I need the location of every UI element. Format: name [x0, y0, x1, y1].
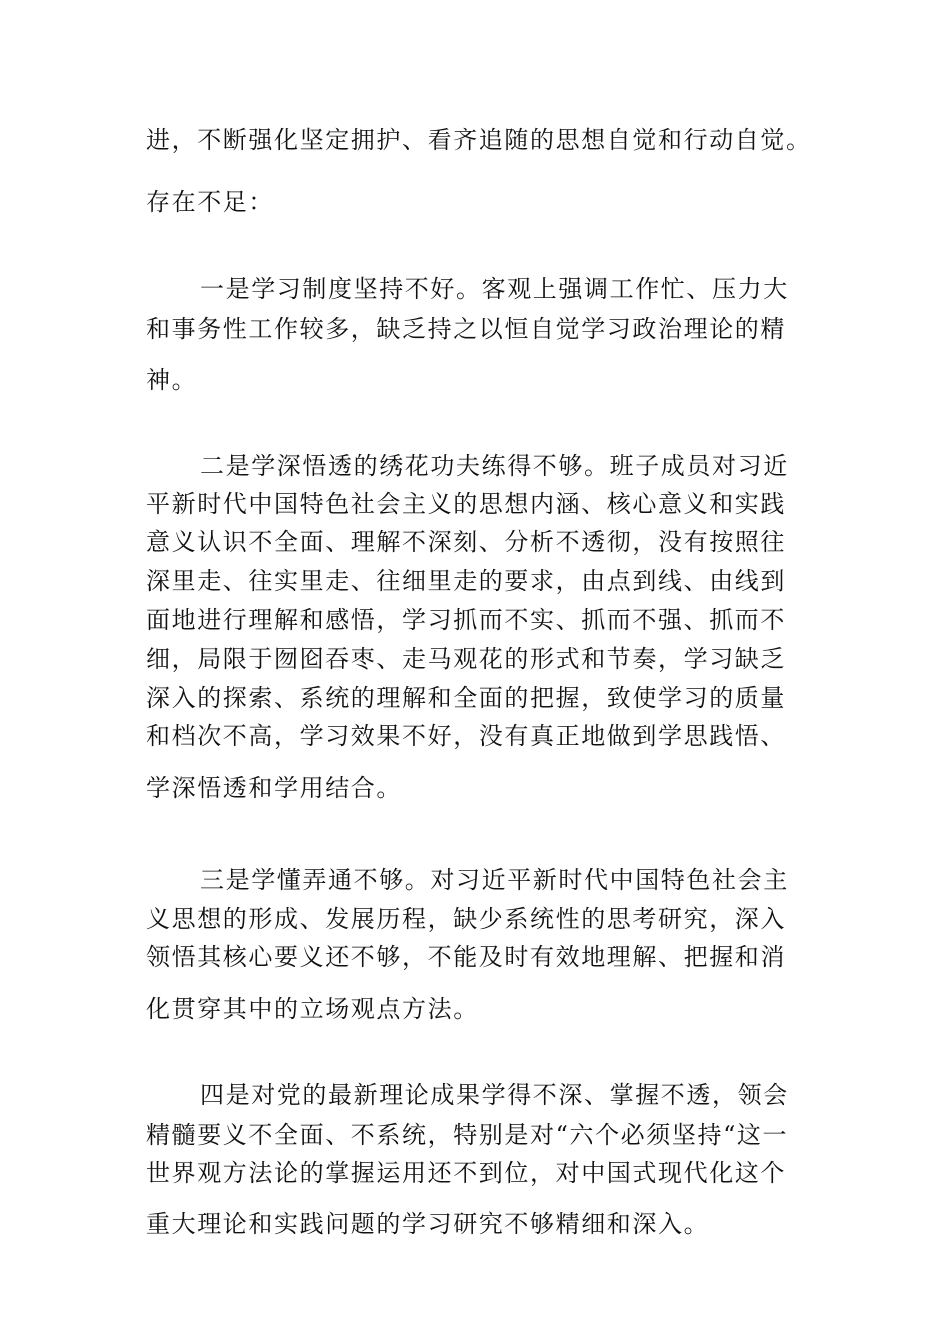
paragraph-4-line-1: 四是对党的最新理论成果学得不深、掌握不透，领会: [200, 1081, 789, 1109]
paragraph-4-line-3: 世界观方法论的掌握运用还不到位，对中国式现代化这个: [146, 1159, 786, 1187]
paragraph-1-line-2: 和事务性工作较多，缺乏持之以恒自觉学习政治理论的精: [146, 315, 786, 343]
paragraph-2-line-5: 面地进行理解和感悟，学习抓而不实、抓而不强、抓而不: [146, 606, 786, 634]
paragraph-3-line-1: 三是学懂弄通不够。对习近平新时代中国特色社会主: [200, 866, 789, 894]
paragraph-2-line-1: 二是学深悟透的绣花功夫练得不够。班子成员对习近: [200, 452, 789, 480]
paragraph-3-line-4: 化贯穿其中的立场观点方法。: [146, 995, 479, 1023]
paragraph-1-line-1: 一是学习制度坚持不好。客观上强调工作忙、压力大: [200, 275, 789, 303]
paragraph-2-line-2: 平新时代中国特色社会主义的思想内涵、核心意义和实践: [146, 490, 786, 518]
paragraph-2-line-4: 深里走、往实里走、往细里走的要求，由点到线、由线到: [146, 567, 786, 595]
paragraph-3-line-3: 领悟其核心要义还不够，不能及时有效地理解、把握和消: [146, 943, 786, 971]
paragraph-2-line-7: 深入的探索、系统的理解和全面的把握，致使学习的质量: [146, 684, 786, 712]
paragraph-2-line-9: 学深悟透和学用结合。: [146, 774, 402, 802]
paragraph-4-line-4: 重大理论和实践问题的学习研究不够精细和深入。: [146, 1210, 710, 1238]
section-label: 存在不足：: [146, 188, 274, 216]
paragraph-4-line-2: 精髓要义不全面、不系统，特别是对“六个必须坚持“这一: [146, 1121, 789, 1149]
paragraph-3-line-2: 义思想的形成、发展历程，缺少系统性的思考研究，深入: [146, 905, 786, 933]
paragraph-2-line-8: 和档次不高，学习效果不好，没有真正地做到学思践悟、: [146, 722, 786, 750]
paragraph-1-line-3: 神。: [146, 366, 198, 394]
paragraph-2-line-3: 意义认识不全面、理解不深刻、分析不透彻，没有按照往: [146, 528, 786, 556]
intro-line: 进，不断强化坚定拥护、看齐追随的思想自觉和行动自觉。: [146, 126, 812, 154]
paragraph-2-line-6: 细，局限于囫囵吞枣、走马观花的形式和节奏，学习缺乏: [146, 645, 786, 673]
